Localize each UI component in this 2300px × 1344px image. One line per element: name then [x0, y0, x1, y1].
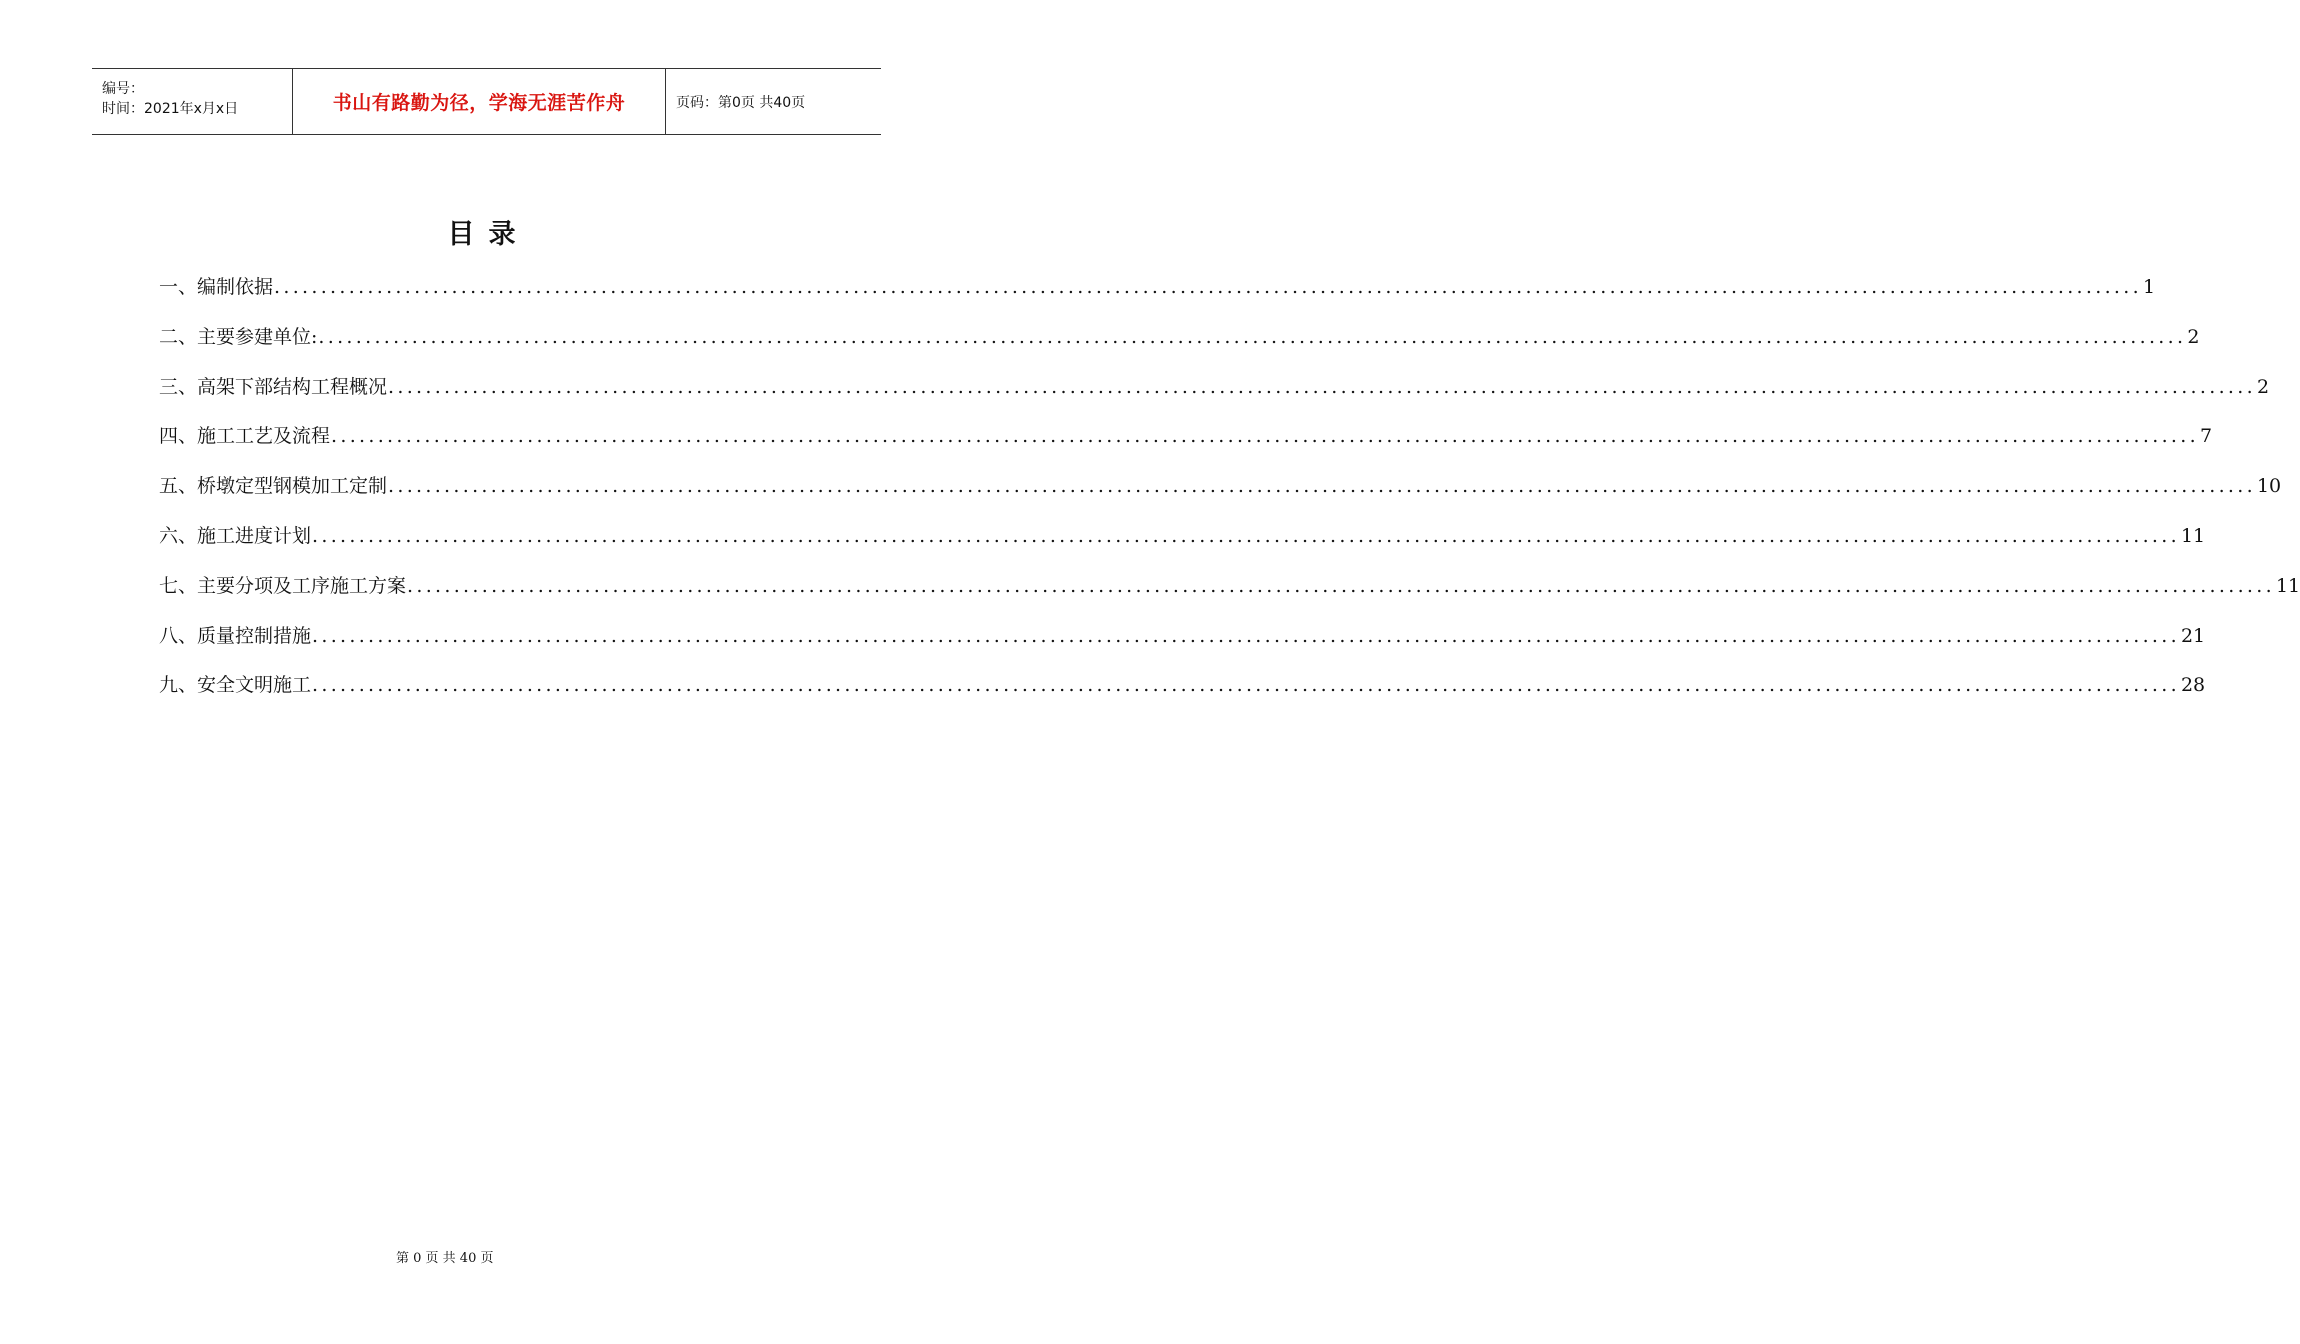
toc-entry[interactable]: [159, 571, 2300, 621]
toc-entry-text: 三、高架下部结构工程概况: [159, 375, 388, 398]
toc-entry-text: 八、质量控制措施: [159, 624, 312, 647]
toc-entry-text: 一、编制依据: [159, 276, 274, 298]
toc-dot-leader: ........................................................................................................................................................................................................: [312, 624, 2180, 647]
toc-entry-page: 21: [2180, 624, 2206, 647]
toc-entry-page: 11: [2180, 524, 2206, 547]
toc-dot-leader: ........................................................................................................................................................................................................: [318, 325, 2187, 348]
page-header: [92, 68, 881, 135]
toc-entry-page: 1: [2142, 276, 2156, 298]
toc-entry-text: 六、施工进度计划: [159, 524, 312, 547]
toc-entry[interactable]: [159, 670, 2206, 720]
toc-entry-page: 10: [2256, 475, 2282, 498]
toc-dot-leader: ........................................................................................................................................................................................................: [388, 475, 2256, 498]
page-footer: 第 0 页 共 40 页: [396, 1251, 494, 1266]
toc-title: 目录: [447, 219, 530, 250]
header-motto: 书山有路勤为径，学海无涯苦作舟: [293, 69, 666, 134]
toc-list: [159, 272, 2300, 720]
header-page-info: 页码：第0页 共40页: [676, 94, 806, 111]
toc-dot-leader: ........................................................................................................................................................................................................: [312, 524, 2180, 547]
toc-entry-page: 28: [2180, 674, 2206, 697]
time-label: 时间：2021年x月x日: [102, 100, 239, 117]
toc-entry-page: 11: [2275, 574, 2300, 597]
toc-dot-leader: ........................................................................................................................................................................................................: [388, 375, 2256, 398]
toc-entry-page: 7: [2199, 425, 2213, 448]
toc-entry[interactable]: [159, 322, 2200, 372]
toc-dot-leader: ........................................................................................................................................................................................................: [331, 425, 2199, 448]
toc-entry-text: 七、主要分项及工序施工方案: [159, 574, 407, 597]
toc-entry[interactable]: [159, 521, 2206, 571]
toc-entry-text: 四、施工工艺及流程: [159, 425, 331, 448]
toc-entry[interactable]: [159, 471, 2282, 521]
toc-entry[interactable]: [159, 372, 2270, 422]
toc-dot-leader: ........................................................................................................................................................................................................: [407, 574, 2275, 597]
toc-entry[interactable]: [159, 421, 2213, 471]
toc-dot-leader: ........................................................................................................................................................................................................: [274, 276, 2142, 298]
toc-entry-text: 五、桥墩定型钢模加工定制: [159, 475, 388, 498]
toc-entry-page: 2: [2187, 325, 2200, 348]
header-meta-cell: [92, 69, 293, 134]
serial-number-label: 编号：: [102, 80, 144, 97]
toc-entry-page: 2: [2256, 375, 2270, 398]
toc-entry-text: 九、安全文明施工: [159, 674, 312, 697]
toc-entry-text: 二、主要参建单位:: [159, 325, 318, 348]
toc-dot-leader: ........................................................................................................................................................................................................: [312, 674, 2180, 697]
toc-entry[interactable]: [159, 621, 2206, 671]
toc-entry[interactable]: [159, 272, 2156, 322]
